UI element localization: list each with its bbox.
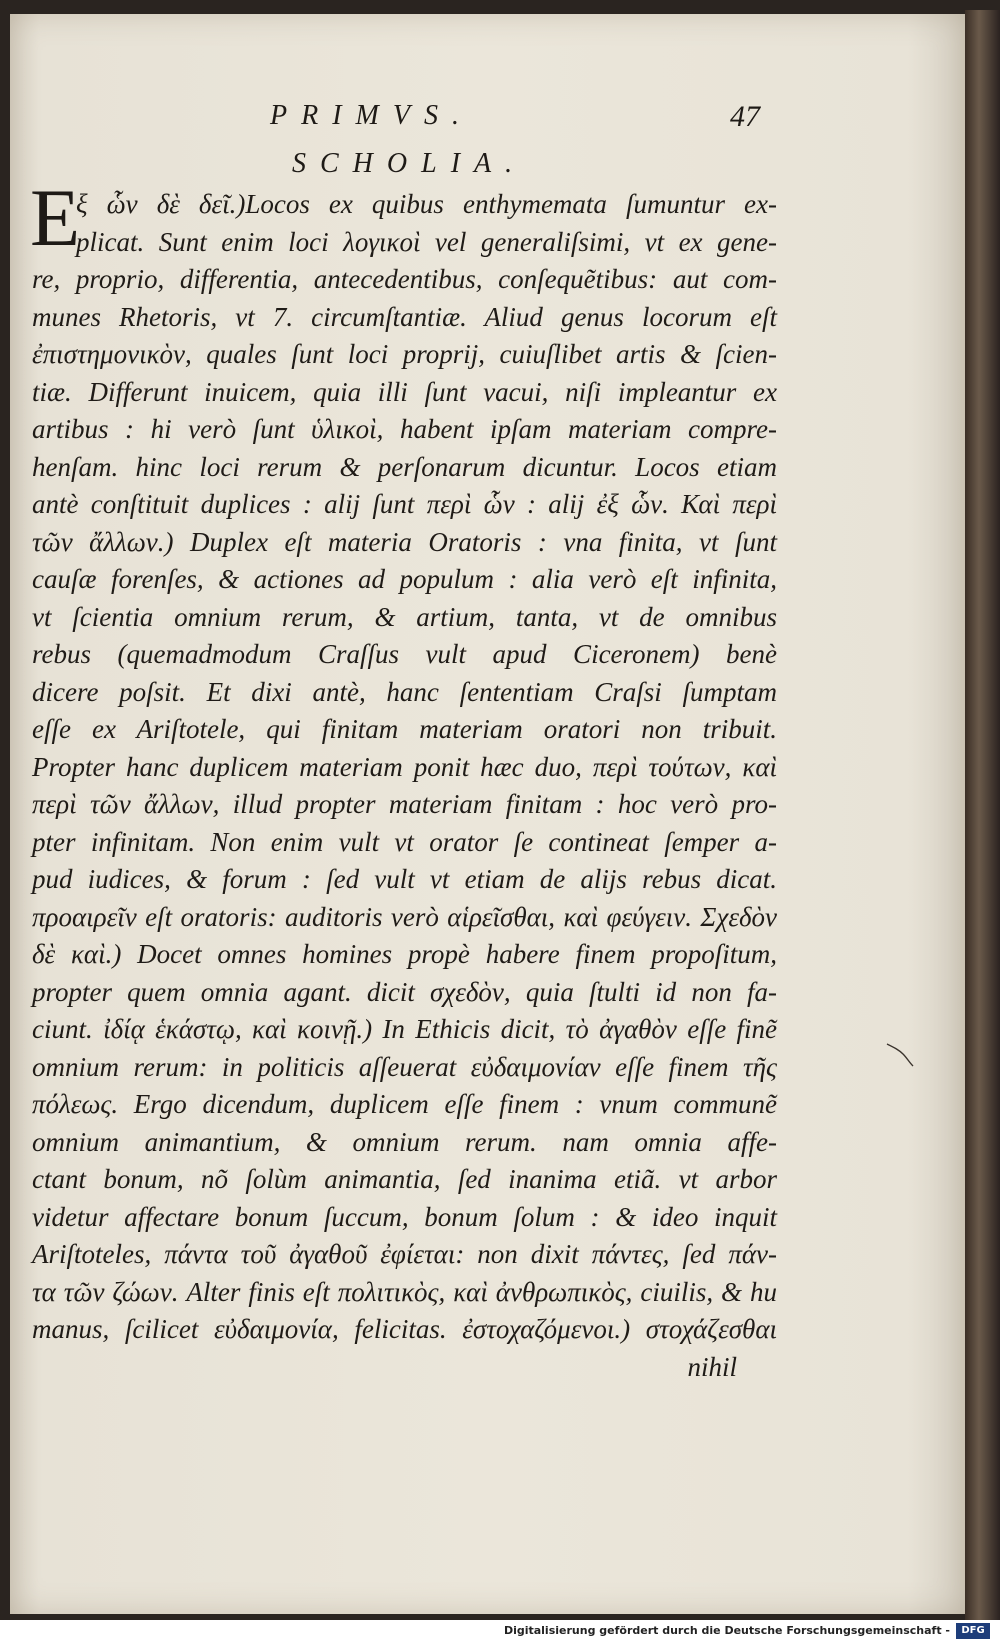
text-line: videtur affectare bonum ſuccum, bonum ſolum : & ideo inquit [32, 1201, 777, 1232]
text-line: manus, ſcilicet εὐδαιμονία, felicitas. ἐστοχαζόμενοι.) στοχάζεσθαι [32, 1314, 777, 1344]
drop-cap: E [30, 172, 81, 263]
text-line: ἐπιστημονικὸν, quales ſunt loci proprij, cuiuſlibet artis & ſcien- [32, 339, 777, 369]
text-line: omnium animantium, & omnium rerum. nam omnia affe- [32, 1126, 777, 1157]
dfg-logo: DFG [956, 1623, 990, 1639]
body-text [32, 186, 777, 1386]
text-line: δὲ καὶ.) Docet omnes homines propè habere finem propoſitum, [32, 939, 777, 969]
text-line: πόλεως. Ergo dicendum, duplicem eſſe finem : vnum communẽ [32, 1089, 777, 1119]
text-line: ctant bonum, nõ ſolùm animantia, ſed inanima etiã. vt arbor [32, 1164, 777, 1194]
margin-pen-mark [885, 1040, 915, 1070]
text-line: artibus : hi verò ſunt ὑλικοὶ, habent ipſam materiam compre- [32, 414, 777, 444]
page-number: 47 [730, 100, 760, 133]
text-line: eſſe ex Ariſtotele, qui finitam materiam oratori non tribuit. [32, 714, 777, 744]
text-line: pter infinitam. Non enim vult vt orator ſe contineat ſemper a- [32, 826, 777, 857]
text-line: omnium rerum: in politicis aſſeuerat εὐδαιμονίαν eſſe finem τῆς [32, 1051, 777, 1082]
text-line: munes Rhetoris, vt 7. circumſtantiæ. Aliud genus locorum eſt [32, 301, 777, 332]
text-line: vt ſcientia omnium rerum, & artium, tanta, vt de omnibus [32, 601, 777, 632]
text-line: henſam. hinc loci rerum & perſonarum dicuntur. Locos etiam [32, 451, 777, 482]
text-line: Propter hanc duplicem materiam ponit hæc duo, περὶ τούτων, καὶ [32, 751, 777, 782]
text-line: plicat. Sunt enim loci λογικοὶ vel generaliſsimi, vt ex gene- [76, 226, 777, 257]
text-line: cauſæ forenſes, & actiones ad populum : alia verò eſt infinita, [32, 564, 777, 594]
text-line: Ariſtoteles, πάντα τοῦ ἀγαθοῦ ἐφίεται: non dixit πάντες, ſed πάν- [32, 1239, 777, 1269]
text-line: tiæ. Differunt inuicem, quia illi ſunt vacui, niſi impleantur ex [32, 376, 777, 407]
text-line: rebus (quemadmodum Craſſus vult apud Ciceronem) benè [32, 639, 777, 669]
section-title: SCHOLIA. [292, 148, 527, 179]
footer-bar [0, 1620, 1000, 1645]
text-line: τα τῶν ζώων. Alter finis eſt πολιτικὸς, καὶ ἀνθρωπικὸς, ciuilis, & hu [32, 1276, 777, 1307]
text-line: re, proprio, differentia, antecedentibus, conſequẽtibus: aut com- [32, 264, 777, 294]
text-line: propter quem omnia agant. dicit σχεδὸν, quia ſtulti id non fa- [32, 976, 777, 1007]
text-line: pud iudices, & forum : ſed vult vt etiam de alijs rebus dicat. [32, 864, 777, 894]
text-line: ciunt. ἰδίᾳ ἑκάστῳ, καὶ κοινῇ.) In Ethicis dicit, τὸ ἀγαθὸν eſſe finẽ [32, 1014, 777, 1044]
page-edge [965, 10, 1000, 1620]
digitization-credit: Digitalisierung gefördert durch die Deutsche Forschungsgemeinschaft - [503, 1624, 950, 1637]
text-line: dicere poſsit. Et dixi antè, hanc ſententiam Craſsi ſumptam [32, 676, 777, 707]
text-line: τῶν ἄλλων.) Duplex eſt materia Oratoris : vna finita, vt ſunt [32, 526, 777, 557]
text-line: περὶ τῶν ἄλλων, illud propter materiam finitam : hoc verò pro- [32, 789, 777, 819]
text-line: antè conſtituit duplices : alij ſunt περὶ ὧν : alij ἐξ ὧν. Καὶ περὶ [32, 489, 777, 519]
text-line: προαιρεῖν eſt oratoris: auditoris verò αἱρεῖσθαι, καὶ φεύγειν. Σχεδὸν [32, 901, 777, 932]
running-head: PRIMVS. [270, 100, 473, 131]
catchword: nihil [687, 1351, 737, 1382]
text-line: ξ ὧν δὲ δεῖ.)Locos ex quibus enthymemata ſumuntur ex- [76, 189, 777, 219]
